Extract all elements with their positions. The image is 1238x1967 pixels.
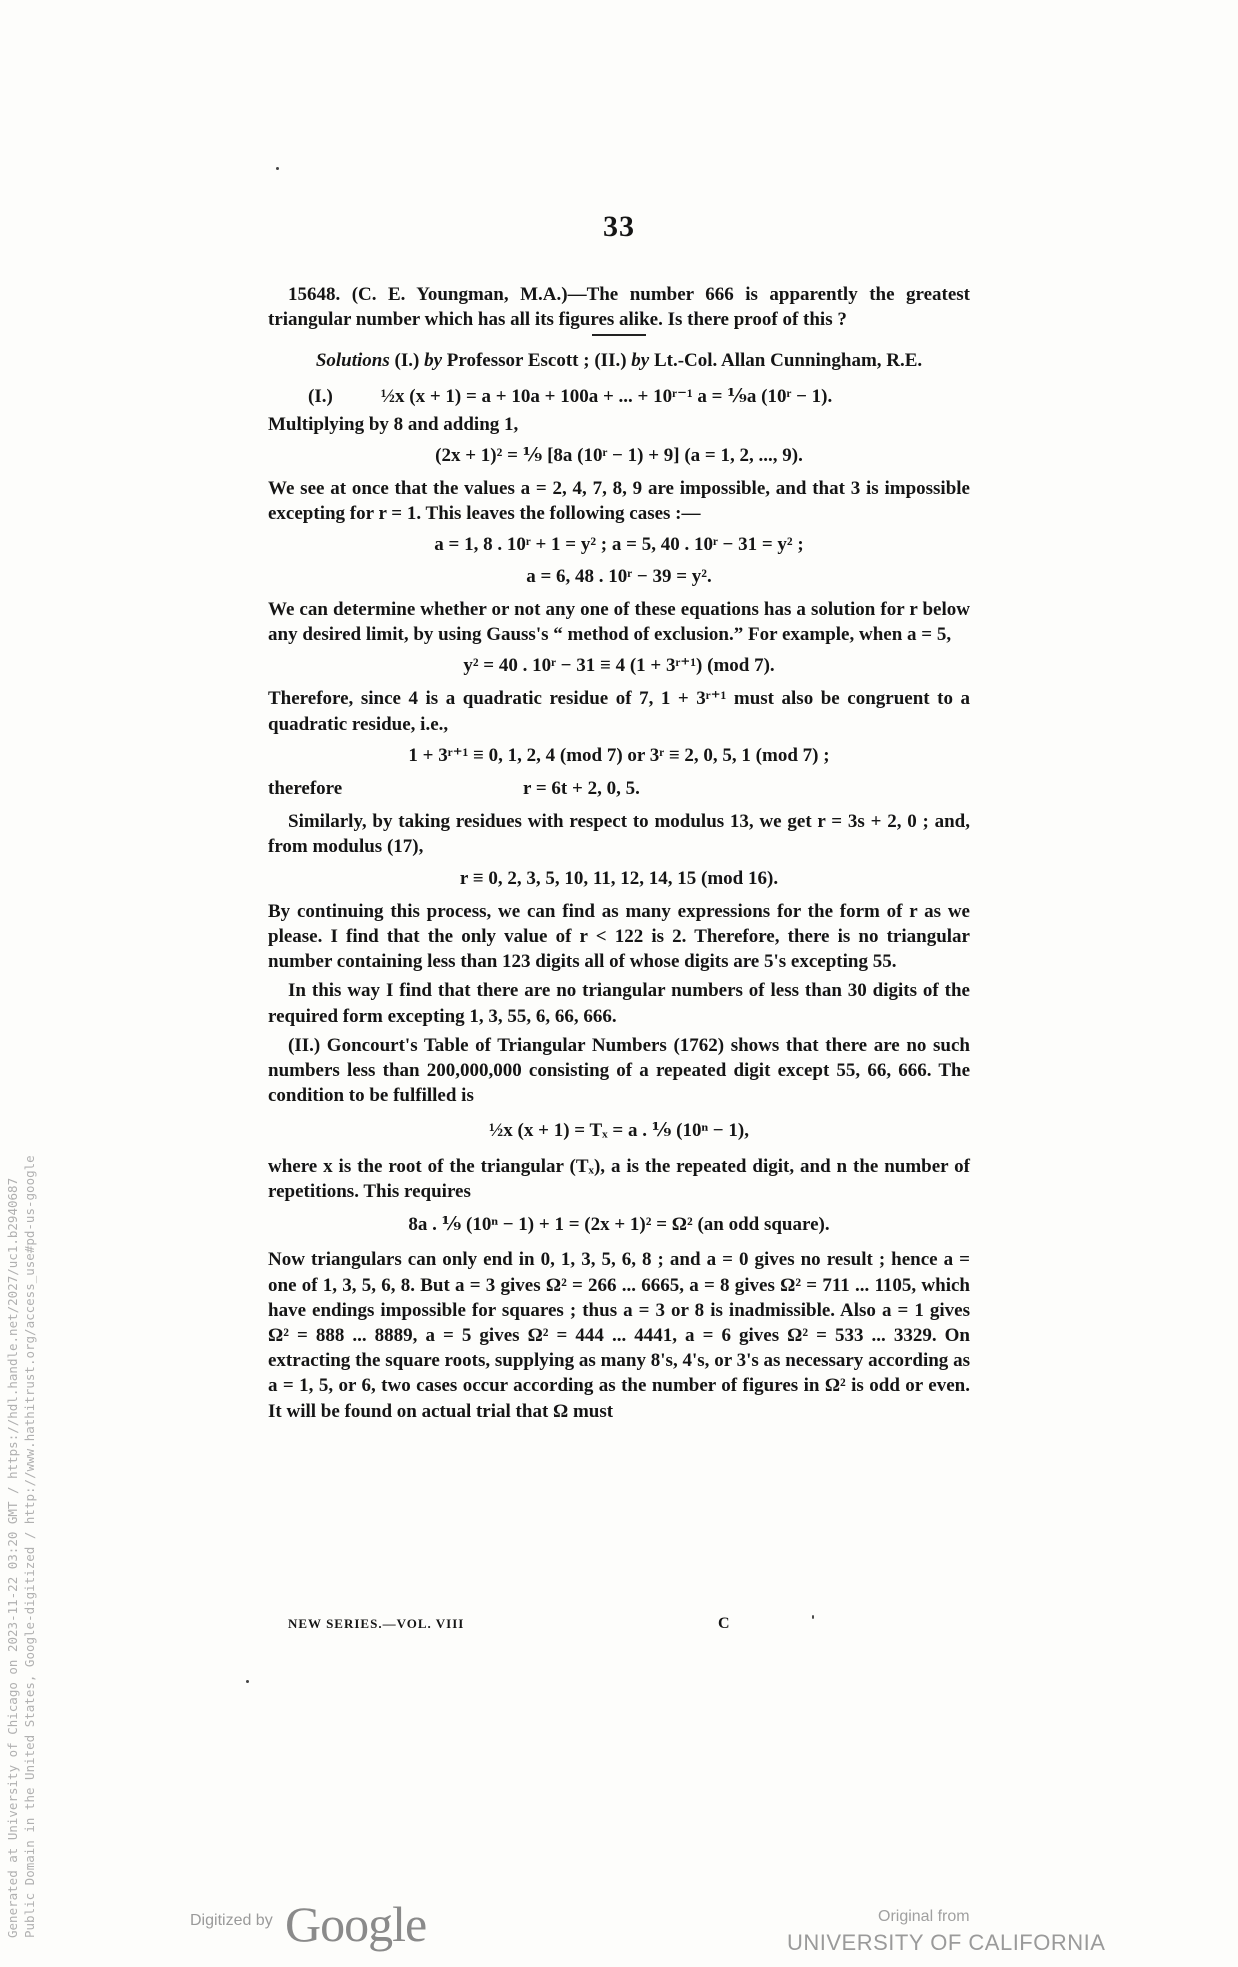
therefore-word: therefore — [268, 778, 343, 800]
equation-5: y² = 40 . 10ʳ − 31 ≡ 4 (1 + 3ʳ⁺¹) (mod 7). — [463, 655, 775, 677]
footer-series: NEW SERIES.—VOL. VIII — [288, 1616, 465, 1631]
google-logo: Google — [285, 1896, 427, 1952]
paragraph-6: By continuing this process, we can find as many expressions for the form of r as we please. I find that the only value of r < 122 is 2. Therefore, there is no triangular number containing less than 123 digits all of whose digits are 5's excepting 55. — [268, 900, 970, 973]
footer-signature: C — [718, 1615, 730, 1632]
solution-author-1: Professor Escott ; — [446, 350, 590, 372]
solutions-heading — [268, 348, 970, 374]
page-number: 33 — [603, 210, 635, 243]
digitized-by-label: Digitized by — [190, 1912, 273, 1929]
solution-part-2: (II.) — [594, 350, 627, 372]
by-label-1: by — [424, 350, 443, 372]
equation-1: ½x (x + 1) = a + 10a + 100a + ... + 10ʳ⁻¹ a = ⅑a (10ʳ − 1). — [380, 386, 833, 408]
paragraph-3: We can determine whether or not any one of these equations has a solution for r below any desired limit, by using Gauss's “ method of exclusion.” For example, when a = 5, — [268, 598, 970, 646]
solution-1-label: (I.) — [308, 386, 333, 408]
paragraph-2: We see at once that the values a = 2, 4, 7, 8, 9 are impossible, and that 3 is impossible excepting for r = 1. This leaves the following cases :— — [268, 478, 970, 525]
equation-1-line — [268, 384, 970, 409]
equation-6: 1 + 3ʳ⁺¹ ≡ 0, 1, 2, 4 (mod 7) or 3ʳ ≡ 2, 0, 5, 1 (mod 7) ; — [408, 744, 830, 766]
original-from-label: Original from — [878, 1908, 970, 1925]
solution-author-2: Lt.-Col. Allan Cunningham, R.E. — [653, 350, 923, 372]
paragraph-5: Similarly, by taking residues with respect to modulus 13, we get r = 3s + 2, 0 ; and, from modulus (17), — [268, 811, 970, 858]
by-label-2: by — [631, 350, 650, 372]
speck-mark — [246, 1680, 249, 1683]
solution-part-1: (I.) — [394, 350, 420, 372]
solutions-label: Solutions — [315, 350, 390, 372]
paragraph-1: Multiplying by 8 and adding 1, — [268, 413, 519, 435]
equation-8: r ≡ 0, 2, 3, 5, 10, 11, 12, 14, 15 (mod 16). — [459, 867, 779, 889]
paragraph-10: Now triangulars can only end in 0, 1, 3, 5, 6, 8 ; and a = 0 gives no result ; hence a = one of 1, 3, 5, 6, 8. But a = 3 gives Ω² = 266 ... 6665, a = 8 gives Ω² = 711 ... 1105, which have endings impossible for squares ; thus a = 3 or 8 is inadmissible. Also a = 1 gives Ω² = 888 ... 8889, a = 5 gives Ω² = 444 ... 4441, a = 6 gives Ω² = 533 ... 3329. On extracting the square roots, supplying as many 8's, 4's, or 3's as necessary according as a = 1, 5, or 6, two cases occur according as the number of figures in Ω² is odd or even. It will be found on actual trial that Ω must — [268, 1249, 970, 1422]
paragraph-8: (II.) Goncourt's Table of Triangular Numbers (1762) shows that there are no such numbers less than 200,000,000 consisting of a repeated digit except 55, 66, 666. The condition to be fulfilled is — [268, 1034, 970, 1107]
paragraph-7: In this way I find that there are no triangular numbers of less than 30 digits of the required form excepting 1, 3, 55, 6, 66, 666. — [268, 980, 970, 1027]
equation-4: a = 6, 48 . 10ʳ − 39 = y². — [526, 565, 712, 587]
section-divider — [592, 334, 646, 336]
problem-number: 15648. — [288, 284, 341, 305]
equation-2: (2x + 1)² = ⅑ [8a (10ʳ − 1) + 9] (a = 1, 2, ..., 9). — [435, 444, 803, 466]
problem-text: (C. E. Youngman, M.A.)—The number 666 is apparently the greatest triangular number which has all its figures alike. Is there proof of this ? — [268, 284, 970, 331]
speck-mark — [812, 1615, 814, 1619]
therefore-line — [268, 776, 970, 801]
equation-3: a = 1, 8 . 10ʳ + 1 = y² ; a = 5, 40 . 10ʳ − 31 = y² ; — [434, 534, 804, 556]
article-body — [268, 282, 970, 1424]
side-note-line-1: Generated at University of Chicago on 2023-11-22 03:20 GMT / https://hdl.handle.net/2027/uc1.b2940687 — [5, 1177, 20, 1938]
problem-statement — [268, 282, 970, 332]
equation-7: r = 6t + 2, 0, 5. — [523, 778, 640, 800]
equation-9: ½x (x + 1) = Tₓ = a . ⅑ (10ⁿ − 1), — [489, 1120, 749, 1142]
paragraph-9: where x is the root of the triangular (Tₓ), a is the repeated digit, and n the number of repetitions. This requires — [268, 1155, 970, 1202]
equation-10: 8a . ⅑ (10ⁿ − 1) + 1 = (2x + 1)² = Ω² (an odd square). — [408, 1214, 830, 1236]
speck-mark — [276, 167, 279, 170]
side-watermark-note — [4, 958, 38, 1938]
institution-label: UNIVERSITY OF CALIFORNIA — [787, 1930, 1106, 1955]
paragraph-4: Therefore, since 4 is a quadratic residue of 7, 1 + 3ʳ⁺¹ must also be congruent to a quadratic residue, i.e., — [268, 688, 970, 735]
side-note-line-2: Public Domain in the United States, Google-digitized / http://www.hathitrust.org/access_use#pd-us-google — [22, 1155, 37, 1938]
